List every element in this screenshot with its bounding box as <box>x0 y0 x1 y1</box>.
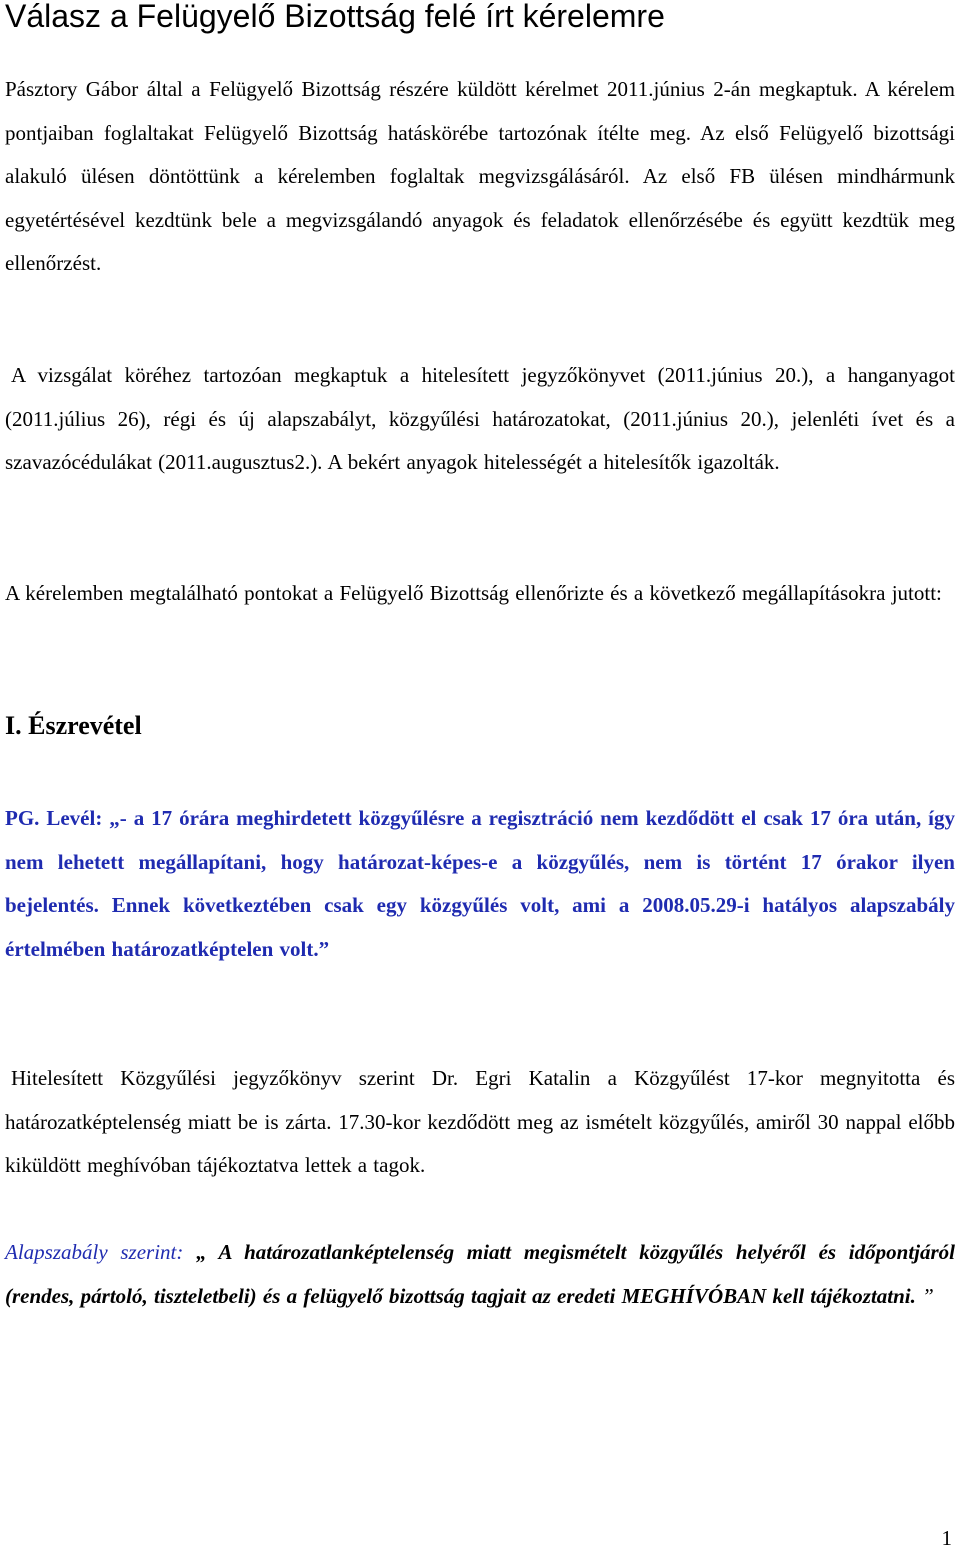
paragraph-materials-received: A vizsgálat köréhez tartozóan megkaptuk a hitelesített jegyzőkönyvet (2011.június 20.), a hanganyagot (2011.július 26), régi és új alapszabályt, közgyűlési határozatokat, (2011.június 20.), jelenléti ívet és a szavazócédulákat (2011.augusztus2.). A bekért anyagok hitelességét a hitelesítők igazolták. <box>5 363 955 474</box>
bylaws-quote-text: „ A határozatlanképtelenség miatt megismételt közgyűlés helyéről és időpontjáról (rendes, pártoló, tiszteletbeli) és a felügyelő bizottság tagjait az eredeti MEGHÍVÓBAN kell tájékoztatni. <box>5 1240 955 1308</box>
page-number: 1 <box>941 1526 952 1550</box>
section-heading-observation: I. Észrevétel <box>5 711 142 740</box>
bylaws-quote-close: ” <box>922 1283 934 1308</box>
paragraph-findings-intro: A kérelemben megtalálható pontokat a Felügyelő Bizottság ellenőrizte és a következő megállapításokra jutott: <box>5 581 942 605</box>
paragraph-request-received: Pásztory Gábor által a Felügyelő Bizottság részére küldött kérelmet 2011.június 2-án megkaptuk. A kérelem pontjaiban foglaltakat Felügyelő Bizottság hatáskörébe tartozónak ítélte meg. Az első Felügyelő bizottsági alakuló ülésen döntöttünk a kérelemben foglaltak megvizsgálásáról. Az első FB ülésen mindhármunk egyetértésével kezdtünk bele a megvizsgálandó anyagok és feladatok ellenőrzésébe és együtt kezdtük meg ellenőrzést. <box>5 77 955 275</box>
document-title: Válasz a Felügyelő Bizottság felé írt kérelemre <box>5 0 665 34</box>
bylaws-quote-paragraph <box>5 1231 955 1318</box>
quoted-letter-pg: PG. Levél: „- a 17 órára meghirdetett közgyűlésre a regisztráció nem kezdődött el csak 17 óra után, így nem lehetett megállapítani, hogy határozat-képes-e a közgyűlés, nem is történt 17 órakor ilyen bejelentés. Ennek következtében csak egy közgyűlés volt, ami a 2008.05.29-i hatályos alapszabály értelmében határozatképtelen volt.” <box>5 806 955 961</box>
paragraph-minutes-findings: Hitelesített Közgyűlési jegyzőkönyv szerint Dr. Egri Katalin a Közgyűlést 17-kor megnyitotta és határozatképtelenség miatt be is zárta. 17.30-kor kezdődött meg az ismételt közgyűlés, amiről 30 nappal előbb kiküldött meghívóban tájékoztatva lettek a tagok. <box>5 1066 955 1177</box>
bylaws-label: Alapszabály szerint: <box>5 1240 184 1264</box>
